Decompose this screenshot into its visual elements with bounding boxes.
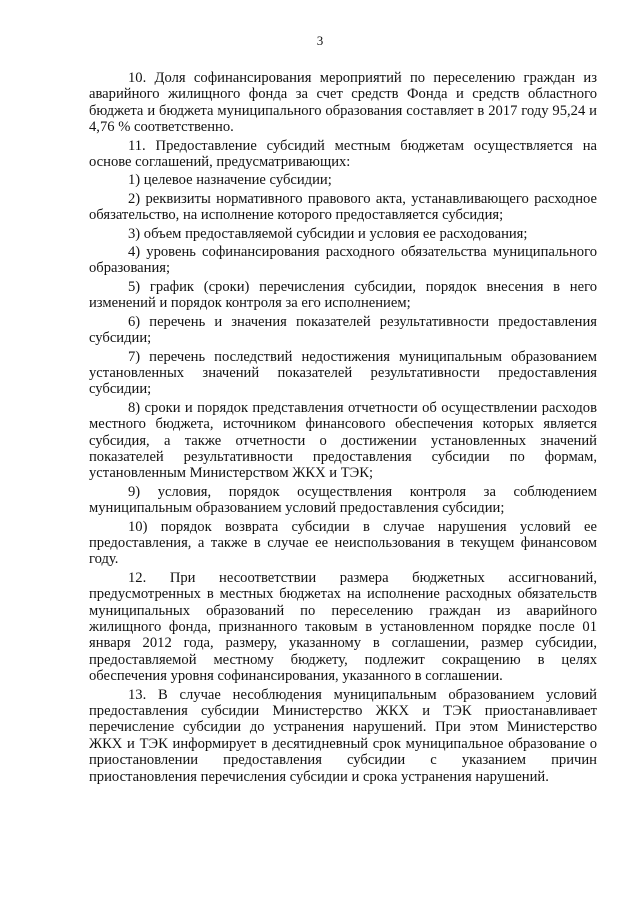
page-number: 3 xyxy=(316,33,324,48)
agreement-item-1: 1) целевое назначение субсидии; xyxy=(128,172,332,189)
agreement-item-5: 5) график (сроки) перечисления субсидии, порядок внесения в него изменений и порядок контроля за его исполнением; xyxy=(89,278,597,312)
paragraph-10-cofinancing-share: 10. Доля софинансирования мероприятий по переселению граждан из аварийного жилищного фонда за счет средств Фонда и средств областного бюджета и бюджета муниципального образования составляет в 2017 году 95,24 и 4,76 % соответственно. xyxy=(89,70,597,136)
agreement-item-3: 3) объем предоставляемой субсидии и условия ее расходования; xyxy=(128,225,528,242)
agreement-item-7: 7) перечень последствий недостижения муниципальным образованием установленных значений показателей результативности предоставления субсидии; xyxy=(89,348,597,398)
agreement-item-8: 8) сроки и порядок представления отчетности об осуществлении расходов местного бюджета, источником финансового обеспечения которых является субсидия, а также отчетности о достижении установленных значений показателей результативности предоставления субсидии по формам, установленным Министерством ЖКХ и ТЭК; xyxy=(89,399,597,482)
agreement-item-6: 6) перечень и значения показателей результативности предоставления субсидии; xyxy=(89,313,597,347)
paragraph-12-budget-mismatch: 12. При несоответствии размера бюджетных ассигнований, предусмотренных в местных бюджетах на исполнение расходных обязательств муниципальных образований по переселению граждан из аварийного жилищного фонда, признанного таковым в установленном порядке после 01 января 2012 года, размеру, указанному в соглашении, размер субсидии, предоставляемой местному бюджету, подлежит сокращению в целях обеспечения уровня софинансирования, указанного в соглашении. xyxy=(89,569,597,685)
agreement-item-9: 9) условия, порядок осуществления контроля за соблюдением муниципальным образованием условий предоставления субсидии; xyxy=(89,483,597,517)
agreement-item-4: 4) уровень софинансирования расходного обязательства муниципального образования; xyxy=(89,244,597,277)
agreement-item-10: 10) порядок возврата субсидии в случае нарушения условий ее предоставления, а также в случае ее неиспользования в текущем финансовом году. xyxy=(89,518,597,568)
agreement-item-2: 2) реквизиты нормативного правового акта, устанавливающего расходное обязательство, на исполнение которого предоставляется субсидия; xyxy=(89,190,597,224)
document-body xyxy=(89,70,597,785)
paragraph-11-subsidy-agreements: 11. Предоставление субсидий местным бюджетам осуществляется на основе соглашений, предусматривающих: xyxy=(89,137,597,171)
paragraph-13-subsidy-suspension: 13. В случае несоблюдения муниципальным образованием условий предоставления субсидии Министерство ЖКХ и ТЭК приостанавливает перечисление субсидии до устранения нарушений. При этом Министерство ЖКХ и ТЭК информирует в десятидневный срок муниципальное образование о приостановлении предоставления субсидии с указанием причин приостановления перечисления субсидии и срока устранения нарушений. xyxy=(89,686,597,785)
